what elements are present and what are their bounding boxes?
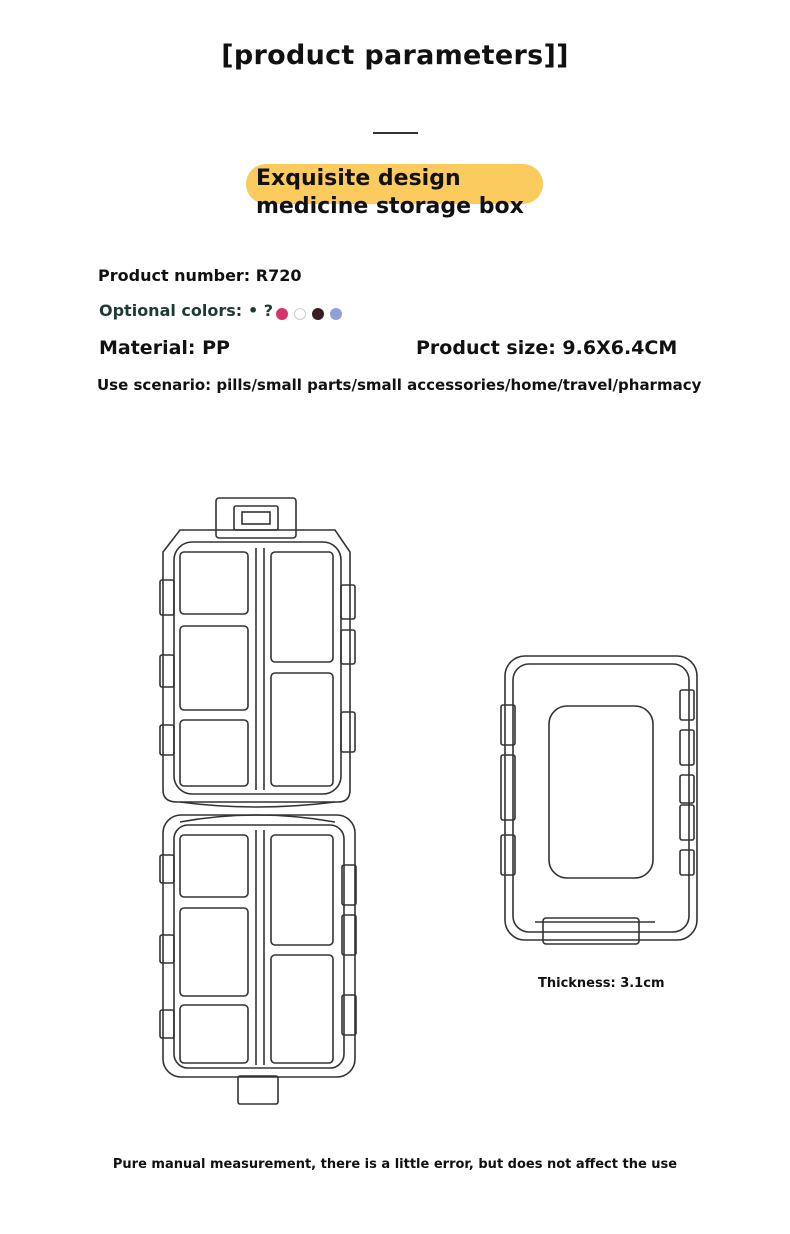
color-swatch bbox=[294, 308, 306, 320]
tagline-line-1: Exquisite design bbox=[256, 166, 461, 191]
measurement-note: Pure manual measurement, there is a little error, but does not affect the use bbox=[112, 1157, 678, 1172]
open-pillbox-drawing bbox=[150, 490, 365, 1110]
use-scenario: Use scenario: pills/small parts/small accessories/home/travel/pharmacy bbox=[97, 376, 702, 394]
color-swatch bbox=[312, 308, 324, 320]
material: Material: PP bbox=[99, 337, 230, 359]
color-swatch bbox=[330, 308, 342, 320]
optional-colors-label: Optional colors: bbox=[99, 301, 243, 320]
color-swatches bbox=[276, 308, 346, 324]
optional-colors-marker: • ? bbox=[248, 301, 274, 320]
title-divider bbox=[373, 132, 418, 134]
color-swatch bbox=[276, 308, 288, 320]
thickness-label: Thickness: 3.1cm bbox=[538, 976, 665, 991]
closed-pillbox-drawing bbox=[495, 650, 705, 950]
page-title: [product parameters]] bbox=[221, 40, 569, 71]
tagline-line-2: medicine storage box bbox=[256, 194, 524, 219]
product-size: Product size: 9.6X6.4CM bbox=[416, 337, 678, 359]
product-number: Product number: R720 bbox=[98, 266, 302, 285]
